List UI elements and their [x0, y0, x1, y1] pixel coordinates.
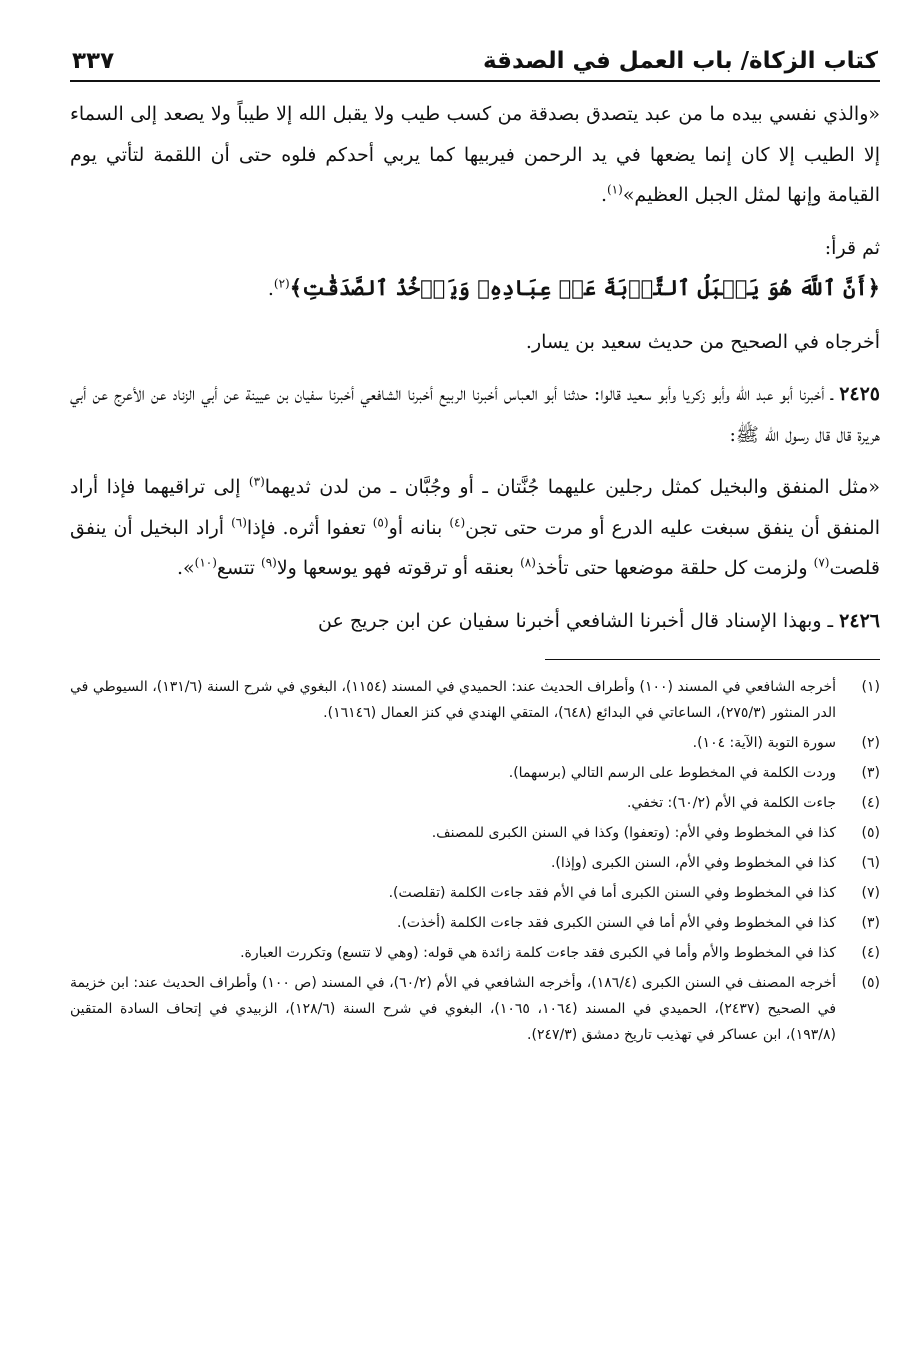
- footnote-number: (٥): [861, 975, 880, 991]
- footnote-number: (٣): [861, 765, 880, 781]
- matn-segment: بنانه أو: [388, 516, 450, 539]
- footnote-text: أخرجه الشافعي في المسند (١٠٠) وأطراف الحديث عند: الحميدي في المسند (١١٥٤)، البغوي في شرح السنة (١٣١/٦)، السيوطي في الدر المنثور (٢٧٥/٣)، الساعاتي في البدائع (٦٤٨)، المتقي الهندي في كنز العمال (١٦١٤٦).: [70, 679, 837, 721]
- footnote-number: (٤): [861, 795, 880, 811]
- footnote-ref: (٨): [520, 555, 536, 570]
- matn-segment: بعنقه أو ترقوته فهو يوسعها ولا: [276, 557, 521, 579]
- source-text: أخرجاه في الصحيح من حديث سعيد بن يسار.: [525, 330, 880, 353]
- footnote-item: [70, 880, 880, 906]
- footnotes: [70, 674, 880, 1048]
- footnote-item: [70, 820, 880, 846]
- footnote-text: كذا في المخطوط والأم وأما في الكبرى فقد جاءت كلمة زائدة هي قوله: (وهي لا تتسع) وتكررت العبارة.: [240, 945, 836, 961]
- quran-verse: ﴿أَنَّ ٱللَّهَ هُوَ يَقۡبَلُ ٱلتَّوۡبَةَ عَنۡ عِبَادِهِۦ وَيَأۡخُذُ ٱلصَّدَقَٰتِ﴾: [289, 275, 880, 300]
- footnote-ref: (٢): [273, 276, 290, 291]
- footnote-item: [70, 760, 880, 786]
- matn-segment: إلى تراقيهما فإذا أراد المنفق أن ينفق سبغت عليه الدرع أو مرت حتى تجن: [70, 476, 880, 539]
- paragraph-intro: [70, 228, 880, 269]
- hadith-text: «والذي نفسي بيده ما من عبد يتصدق بصدقة من كسب طيب ولا يقبل الله إلا طيباً ولا يصعد إلى السماء إلا الطيب إلا كان إنما يضعها في يد الرحمن فيربيها كما يربي أحدكم فلوه حتى أن اللقمة لتأتي يوم القيامة وإنها لمثل الجبل العظيم»: [70, 103, 880, 206]
- footnote-divider: [545, 659, 880, 660]
- footnote-text: كذا في المخطوط وفي السنن الكبرى أما في الأم فقد جاءت الكلمة (تقلصت).: [388, 885, 836, 901]
- matn-segment: ولزمت كل حلقة موضعها حتى تأخذ: [535, 557, 814, 579]
- matn-segment: ».: [176, 557, 195, 579]
- footnote-text: سورة التوبة (الآية: ١٠٤).: [692, 735, 836, 751]
- matn-segment: تتسع: [216, 557, 262, 579]
- footnote-number: (٢): [861, 735, 880, 751]
- footnote-ref: (٣): [248, 474, 265, 489]
- isnad-text: ـ أخبرنا أبو عبد الله وأبو زكريا وأبو سعيد قالوا: حدثنا أبو العباس أخبرنا الربيع أخبرنا الشافعي أخبرنا سفيان بن عيينة عن أبي الزناد عن الأعرج عن أبي هريرة قال قال رسول الله ﷺ:: [70, 383, 880, 446]
- footnote-item: [70, 674, 880, 726]
- footnote-item: [70, 850, 880, 876]
- footnote-text: أخرجه المصنف في السنن الكبرى (١٨٦/٤)، وأخرجه الشافعي في الأم (٦٠/٢)، في المسند (ص ١٠٠) وأطراف الحديث عند: ابن خزيمة في الصحيح (٢٤٣٧)، الحميدي في المسند (١٠٦٤، ١٠٦٥)، البغوي في شرح السنة (١٢٨/٦)، الزبيدي في إتحاف السادة المتقين (١٩٣/٨)، ابن عساكر في تهذيب تاريخ دمشق (٢٤٧/٣).: [70, 975, 837, 1043]
- paragraph-verse: ﴿أَنَّ ٱللَّهَ هُوَ يَقۡبَلُ ٱلتَّوۡبَةَ عَنۡ عِبَادِهِۦ وَيَأۡخُذُ ٱلصَّدَقَٰتِ﴾$^{(٢)}$.: [267, 275, 880, 300]
- footnote-text: وردت الكلمة في المخطوط على الرسم التالي (برسهما).: [508, 765, 836, 781]
- footnote-number: (٣): [861, 915, 880, 931]
- footnote-ref: (٧): [813, 555, 830, 570]
- footnote-item: [70, 970, 880, 1048]
- footnote-text: كذا في المخطوط وفي الأم أما في السنن الكبرى فقد جاءت الكلمة (أخذت).: [397, 915, 836, 931]
- matn-segment: أراد البخيل أن ينفق قلصت: [70, 516, 880, 579]
- footnote-ref: (١): [606, 182, 623, 197]
- hadith-2426: [70, 601, 880, 642]
- footnote-number: (٤): [861, 945, 880, 961]
- footnote-text: كذا في المخطوط وفي الأم: (وتعفوا) وكذا في السنن الكبرى للمصنف.: [431, 825, 836, 841]
- paragraph-source: [70, 322, 880, 363]
- footnote-number: (٧): [861, 885, 880, 901]
- matn-segment: تعفوا أثره. فإذا: [246, 516, 373, 539]
- hadith-number: ٢٤٢٥: [839, 383, 881, 405]
- running-title: كتاب الزكاة/ باب العمل في الصدقة: [482, 48, 878, 74]
- hadith-number: ٢٤٢٦: [839, 609, 880, 632]
- footnote-ref: (١٠): [194, 555, 217, 570]
- book-page: [70, 36, 880, 1336]
- paragraph-hadith-text: «والذي نفسي بيده ما من عبد يتصدق بصدقة من كسب طيب ولا يقبل الله إلا طيباً ولا يصعد إلى السماء إلا الطيب إلا كان إنما يضعها في يد الرحمن فيربيها كما يربي أحدكم فلوه حتى أن اللقمة لتأتي يوم القيامة وإنها لمثل الجبل العظيم»$^{(١)}$.: [70, 103, 880, 206]
- hadith-2425: [70, 374, 880, 455]
- footnote-ref: (٩): [261, 555, 277, 570]
- footnote-text: كذا في المخطوط وفي الأم، السنن الكبرى (وإذا).: [550, 855, 836, 871]
- footnote-ref: (٦): [231, 515, 247, 530]
- page-number: ٣٣٧: [72, 48, 115, 74]
- footnote-item: [70, 940, 880, 966]
- footnote-item: [70, 730, 880, 756]
- footnote-number: (١): [861, 679, 880, 695]
- footnote-number: (٦): [861, 855, 880, 871]
- footnote-item: [70, 910, 880, 936]
- main-text: [70, 94, 880, 641]
- footnote-number: (٥): [861, 825, 880, 841]
- isnad-text: ـ وبهذا الإسناد قال أخبرنا الشافعي أخبرنا سفيان عن ابن جريج عن: [318, 609, 834, 632]
- matn-segment: «مثل المنفق والبخيل كمثل رجلين عليهما جُنَّتان ـ أو وجُبَّان ـ من لدن ثديهما: [264, 476, 880, 498]
- footnote-item: [70, 790, 880, 816]
- intro-text: ثم قرأ:: [824, 236, 880, 259]
- footnote-text: جاءت الكلمة في الأم (٦٠/٢): تخفي.: [626, 795, 836, 811]
- footnote-ref: (٤): [449, 515, 466, 530]
- hadith-2425-matn: [70, 467, 880, 589]
- page-header: [70, 36, 880, 82]
- footnote-ref: (٥): [372, 515, 389, 530]
